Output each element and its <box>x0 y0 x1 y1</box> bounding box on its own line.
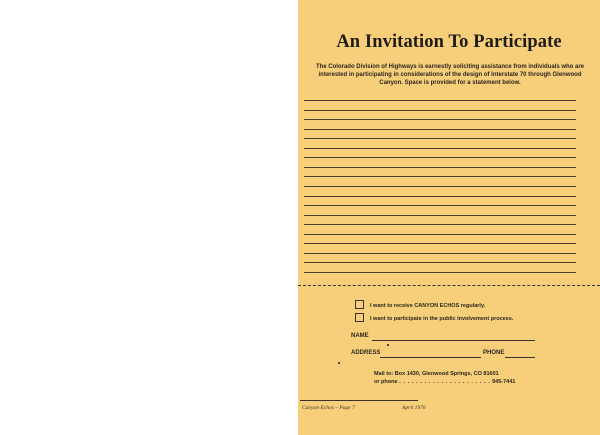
cut-line <box>298 285 600 286</box>
address-label: ADDRESS <box>351 350 381 356</box>
statement-line[interactable] <box>304 234 576 235</box>
phone-number: 945-7441 <box>492 379 516 385</box>
mail-info <box>374 370 515 386</box>
phone-dots: . . . . . . . . . . . . . . . . . . . . . . <box>399 379 491 385</box>
intro-paragraph: The Colorado Division of Highways is earnestly soliciting assistance from individuals who are interested in participating in considerations of the design of Interstate 70 through Glenwood Canyon. Space is provided for a statement below. <box>315 64 585 86</box>
statement-line[interactable] <box>304 253 576 254</box>
statement-line[interactable] <box>304 262 576 263</box>
statement-line[interactable] <box>304 100 576 101</box>
statement-line[interactable] <box>304 129 576 130</box>
footer-date: April 1976 <box>402 405 426 411</box>
statement-line[interactable] <box>304 224 576 225</box>
phone-line <box>374 378 515 386</box>
phone-label: PHONE <box>483 350 505 356</box>
phone-field[interactable] <box>505 357 535 358</box>
statement-line[interactable] <box>304 148 576 149</box>
page-title: An Invitation To Participate <box>336 32 562 52</box>
statement-lines[interactable] <box>304 100 576 272</box>
phone-prefix: or phone <box>374 379 398 385</box>
receive-echos-label: I want to receive CANYON ECHOS regularly. <box>370 303 486 309</box>
statement-line[interactable] <box>304 110 576 111</box>
ink-speck <box>387 344 389 346</box>
form-page <box>298 0 600 435</box>
receive-echos-checkbox[interactable] <box>355 300 364 309</box>
statement-line[interactable] <box>304 119 576 120</box>
participate-checkbox[interactable] <box>355 313 364 322</box>
statement-line[interactable] <box>304 205 576 206</box>
statement-line[interactable] <box>304 186 576 187</box>
statement-line[interactable] <box>304 138 576 139</box>
statement-line[interactable] <box>304 272 576 273</box>
statement-line[interactable] <box>304 167 576 168</box>
statement-line[interactable] <box>304 157 576 158</box>
name-field[interactable] <box>372 340 535 341</box>
footer-page: Canyon Echos – Page 7 <box>302 405 355 411</box>
address-field[interactable] <box>380 357 481 358</box>
statement-line[interactable] <box>304 196 576 197</box>
name-label: NAME <box>351 333 369 339</box>
participate-label: I want to participate in the public involvement process. <box>370 316 514 322</box>
footer-rule <box>300 400 418 401</box>
statement-line[interactable] <box>304 176 576 177</box>
statement-line[interactable] <box>304 215 576 216</box>
ink-speck <box>338 362 340 364</box>
statement-line[interactable] <box>304 243 576 244</box>
mail-address: Mail to: Box 1430, Glenwood Springs, CO 81601 <box>374 371 499 377</box>
